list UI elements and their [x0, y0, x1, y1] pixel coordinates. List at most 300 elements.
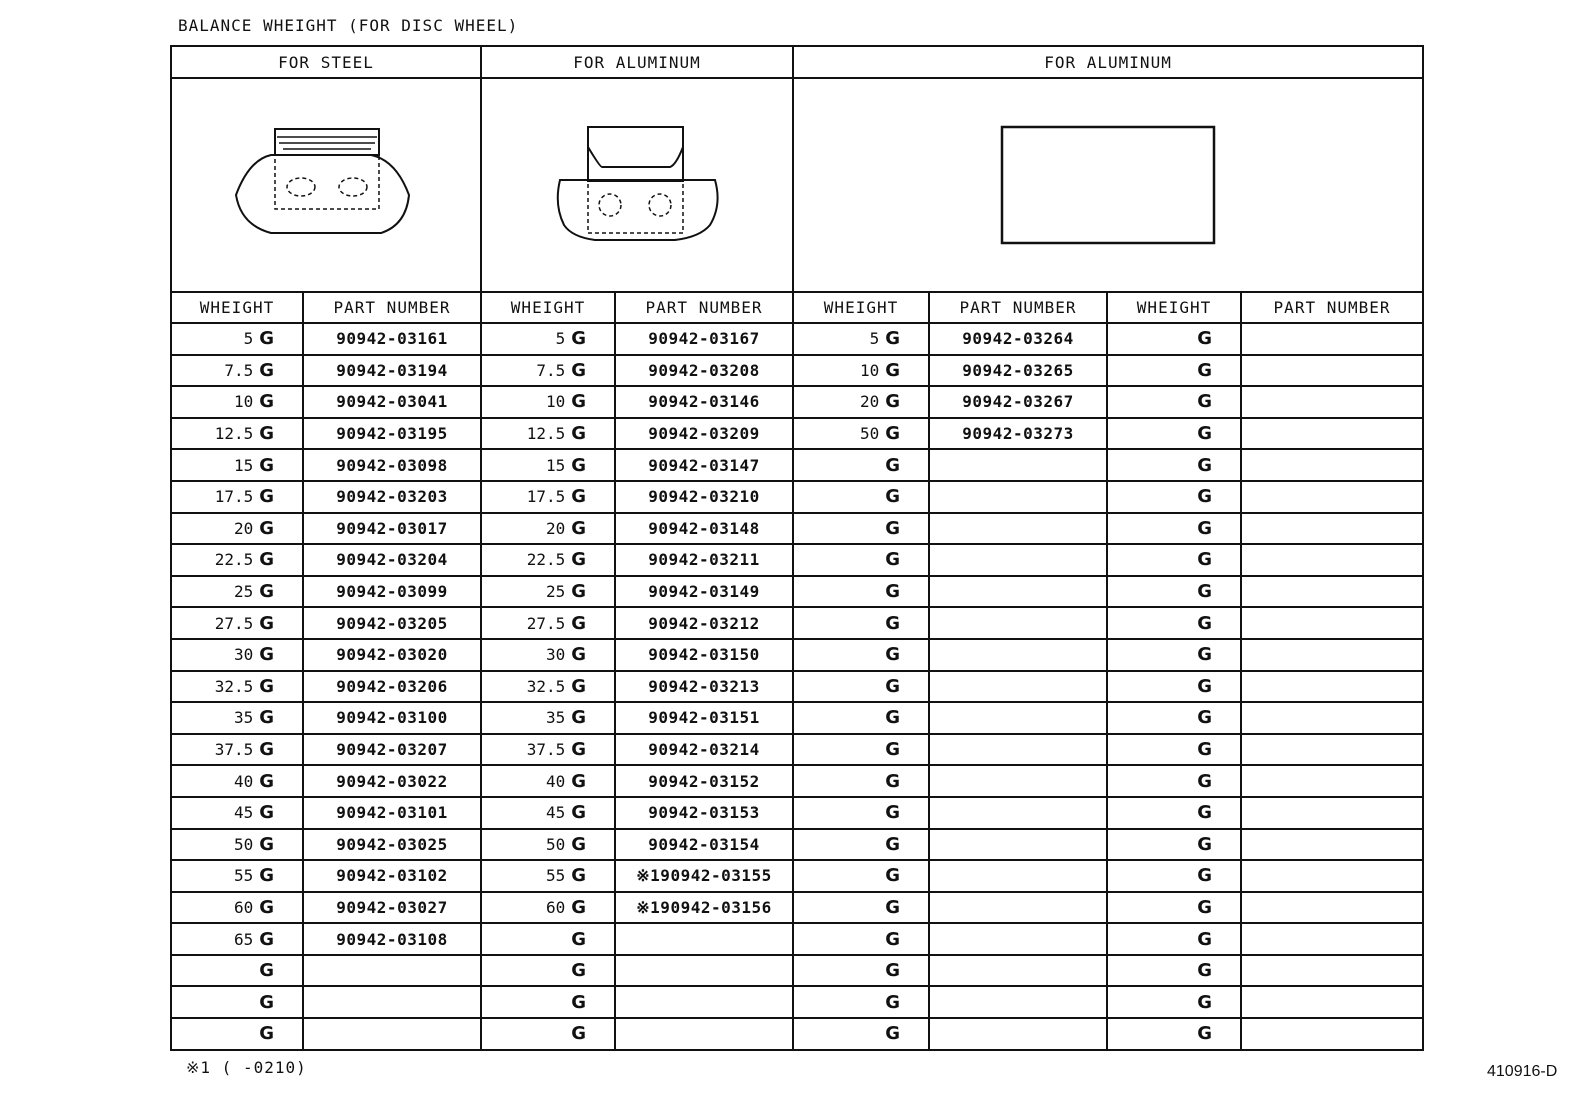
weight-cell — [171, 355, 303, 387]
weight-cell — [481, 639, 615, 671]
part-number-cell: 90942-03264 — [929, 323, 1107, 355]
weight-cell — [481, 607, 615, 639]
weight-unit: G — [885, 896, 901, 918]
table-row — [171, 986, 1423, 1018]
weight-unit: G — [885, 707, 901, 729]
weight-unit: G — [571, 581, 587, 603]
weight-cell — [1107, 544, 1241, 576]
weight-cell — [793, 797, 929, 829]
weight-unit: G — [571, 486, 587, 508]
part-number-cell — [1241, 607, 1423, 639]
weight-cell — [481, 892, 615, 924]
weight-cell — [171, 955, 303, 987]
table-row — [171, 860, 1423, 892]
weight-cell — [1107, 860, 1241, 892]
weight-value: 65 — [233, 929, 254, 949]
part-number-cell: 90942-03194 — [303, 355, 481, 387]
part-number-cell: 90942-03153 — [615, 797, 793, 829]
weight-value: 60 — [233, 897, 254, 917]
weight-unit: G — [259, 612, 274, 634]
weight-unit: G — [1197, 423, 1213, 445]
weight-cell — [171, 734, 303, 766]
balance-weight-table — [170, 45, 1424, 1051]
weight-cell — [171, 892, 303, 924]
part-number-cell: 90942-03100 — [303, 702, 481, 734]
part-number-cell: 90942-03017 — [303, 513, 481, 545]
weight-cell — [1107, 797, 1241, 829]
part-number-cell — [615, 1018, 793, 1050]
weight-cell — [481, 829, 615, 861]
weight-unit: G — [885, 391, 901, 413]
part-number-cell — [1241, 986, 1423, 1018]
weight-unit: G — [1197, 517, 1213, 539]
weight-cell — [793, 829, 929, 861]
part-number-cell: 90942-03209 — [615, 418, 793, 450]
weight-cell — [1107, 923, 1241, 955]
weight-unit: G — [259, 991, 274, 1013]
weight-unit: G — [259, 707, 274, 729]
weight-unit: G — [1197, 1023, 1213, 1045]
weight-unit: G — [885, 454, 901, 476]
weight-unit: G — [1197, 802, 1213, 824]
weight-cell — [793, 765, 929, 797]
part-number-cell: 90942-03146 — [615, 386, 793, 418]
weight-cell — [793, 418, 929, 450]
weight-value: 45 — [545, 803, 566, 823]
weight-value: 10 — [545, 392, 566, 412]
weight-value: 27.5 — [526, 613, 566, 633]
part-number-cell: 90942-03152 — [615, 765, 793, 797]
weight-unit: G — [571, 612, 587, 634]
table-row — [171, 955, 1423, 987]
weight-unit: G — [259, 833, 274, 855]
weight-cell — [481, 734, 615, 766]
weight-value: 45 — [233, 803, 254, 823]
weight-cell — [1107, 955, 1241, 987]
weight-unit: G — [571, 802, 587, 824]
part-number-cell — [929, 481, 1107, 513]
weight-unit: G — [1197, 644, 1213, 666]
part-number-cell: 90942-03213 — [615, 671, 793, 703]
weight-unit: G — [885, 359, 901, 381]
part-number-cell: ※190942-03156 — [615, 892, 793, 924]
part-number-cell — [1241, 923, 1423, 955]
weight-unit: G — [1197, 612, 1213, 634]
weight-cell — [793, 986, 929, 1018]
weight-cell — [793, 576, 929, 608]
aluminum-weight-illustration — [481, 78, 793, 292]
weight-unit: G — [1197, 991, 1213, 1013]
weight-value: 15 — [233, 455, 254, 475]
weight-cell — [481, 544, 615, 576]
weight-unit: G — [571, 328, 587, 350]
weight-cell — [793, 481, 929, 513]
weight-cell — [481, 355, 615, 387]
weight-unit: G — [259, 865, 274, 887]
part-number-cell — [1241, 386, 1423, 418]
table-row — [171, 923, 1423, 955]
part-number-cell: 90942-03041 — [303, 386, 481, 418]
part-number-cell — [1241, 355, 1423, 387]
weight-value: 35 — [545, 708, 566, 728]
part-number-cell: 90942-03020 — [303, 639, 481, 671]
part-number-cell — [929, 671, 1107, 703]
part-number-cell — [929, 607, 1107, 639]
part-number-cell: 90942-03206 — [303, 671, 481, 703]
weight-cell — [171, 386, 303, 418]
weight-unit: G — [571, 739, 587, 761]
weight-value: 20 — [233, 518, 254, 538]
weight-cell — [481, 513, 615, 545]
col-header-part-number: PART NUMBER — [303, 292, 481, 323]
weight-unit: G — [259, 1023, 274, 1045]
weight-unit: G — [885, 960, 901, 982]
weight-cell — [481, 386, 615, 418]
part-number-cell: 90942-03149 — [615, 576, 793, 608]
table-row — [171, 765, 1423, 797]
weight-cell — [1107, 513, 1241, 545]
part-number-cell — [1241, 829, 1423, 861]
weight-cell — [171, 671, 303, 703]
weight-value: 55 — [545, 866, 566, 886]
weight-unit: G — [259, 549, 274, 571]
weight-value: 32.5 — [526, 676, 566, 696]
part-number-cell — [303, 1018, 481, 1050]
weight-unit: G — [885, 644, 901, 666]
weight-cell — [1107, 418, 1241, 450]
part-number-cell: 90942-03195 — [303, 418, 481, 450]
part-number-cell — [303, 955, 481, 987]
part-number-cell — [1241, 765, 1423, 797]
section-aluminum-header: FOR ALUMINUM — [481, 46, 793, 78]
col-header-part-number: PART NUMBER — [929, 292, 1107, 323]
part-number-cell: 90942-03154 — [615, 829, 793, 861]
weight-value: 15 — [545, 455, 566, 475]
part-number-cell: 90942-03267 — [929, 386, 1107, 418]
weight-unit: G — [259, 802, 274, 824]
weight-unit: G — [259, 739, 274, 761]
part-number-cell — [1241, 734, 1423, 766]
weight-unit: G — [259, 391, 274, 413]
part-number-cell — [1241, 576, 1423, 608]
weight-cell — [793, 323, 929, 355]
weight-unit: G — [259, 486, 274, 508]
part-number-cell: 90942-03147 — [615, 449, 793, 481]
weight-value: 37.5 — [214, 740, 254, 760]
weight-value: 22.5 — [526, 550, 566, 570]
weight-unit: G — [1197, 739, 1213, 761]
weight-unit: G — [1197, 960, 1213, 982]
weight-unit: G — [571, 1023, 587, 1045]
weight-cell — [171, 449, 303, 481]
weight-cell — [171, 923, 303, 955]
table-row — [171, 323, 1423, 355]
part-number-cell — [929, 829, 1107, 861]
weight-cell — [171, 765, 303, 797]
table-row — [171, 449, 1423, 481]
weight-value: 50 — [233, 834, 254, 854]
part-number-cell — [929, 639, 1107, 671]
col-header-weight: WHEIGHT — [793, 292, 929, 323]
weight-unit: G — [571, 991, 587, 1013]
part-number-cell: 90942-03101 — [303, 797, 481, 829]
table-row — [171, 481, 1423, 513]
weight-unit: G — [1197, 391, 1213, 413]
part-number-cell: 90942-03025 — [303, 829, 481, 861]
table-row — [171, 797, 1423, 829]
table-row — [171, 671, 1423, 703]
weight-cell — [481, 702, 615, 734]
weight-cell — [793, 449, 929, 481]
weight-unit: G — [885, 581, 901, 603]
weight-unit: G — [885, 991, 901, 1013]
part-number-cell — [1241, 544, 1423, 576]
part-number-cell: 90942-03208 — [615, 355, 793, 387]
part-number-cell — [615, 923, 793, 955]
part-number-cell: 90942-03099 — [303, 576, 481, 608]
part-number-cell: 90942-03207 — [303, 734, 481, 766]
weight-unit: G — [259, 328, 274, 350]
weight-unit: G — [1197, 486, 1213, 508]
weight-value: 5 — [869, 329, 880, 349]
weight-cell — [481, 765, 615, 797]
table-row — [171, 892, 1423, 924]
weight-unit: G — [885, 517, 901, 539]
weight-value: 5 — [555, 329, 566, 349]
weight-value: 7.5 — [536, 360, 566, 380]
weight-cell — [793, 923, 929, 955]
section-aluminum-tape-header: FOR ALUMINUM — [793, 46, 1423, 78]
weight-unit: G — [571, 833, 587, 855]
weight-cell — [171, 481, 303, 513]
part-number-cell: 90942-03161 — [303, 323, 481, 355]
document-title: BALANCE WHEIGHT (FOR DISC WHEEL) — [178, 16, 519, 35]
weight-cell — [793, 639, 929, 671]
part-number-cell — [929, 1018, 1107, 1050]
weight-unit: G — [1197, 928, 1213, 950]
footnote: ※1 ( -0210) — [186, 1058, 307, 1077]
part-number-cell — [1241, 955, 1423, 987]
weight-unit: G — [259, 928, 274, 950]
part-number-cell: 90942-03265 — [929, 355, 1107, 387]
weight-value: 50 — [859, 424, 880, 444]
part-number-cell — [929, 986, 1107, 1018]
weight-cell — [793, 355, 929, 387]
weight-unit: G — [885, 486, 901, 508]
weight-value: 7.5 — [224, 360, 254, 380]
weight-unit: G — [885, 770, 901, 792]
table-row — [171, 607, 1423, 639]
weight-unit: G — [885, 928, 901, 950]
weight-cell — [1107, 449, 1241, 481]
weight-cell — [171, 986, 303, 1018]
weight-cell — [793, 734, 929, 766]
weight-cell — [1107, 607, 1241, 639]
weight-cell — [171, 702, 303, 734]
weight-unit: G — [885, 802, 901, 824]
table-row — [171, 513, 1423, 545]
part-number-cell: 90942-03027 — [303, 892, 481, 924]
weight-value: 17.5 — [214, 487, 254, 507]
weight-unit: G — [571, 865, 587, 887]
weight-unit: G — [885, 423, 901, 445]
weight-cell — [171, 797, 303, 829]
weight-unit: G — [259, 517, 274, 539]
weight-cell — [171, 513, 303, 545]
part-number-cell: 90942-03203 — [303, 481, 481, 513]
weight-value: 10 — [233, 392, 254, 412]
weight-unit: G — [571, 707, 587, 729]
weight-cell — [793, 892, 929, 924]
part-number-cell: 90942-03204 — [303, 544, 481, 576]
part-number-cell — [1241, 323, 1423, 355]
part-number-cell: 90942-03022 — [303, 765, 481, 797]
weight-unit: G — [885, 1023, 901, 1045]
weight-cell — [171, 418, 303, 450]
weight-cell — [171, 544, 303, 576]
part-number-cell — [929, 955, 1107, 987]
weight-cell — [481, 671, 615, 703]
part-number-cell: 90942-03151 — [615, 702, 793, 734]
weight-cell — [171, 1018, 303, 1050]
weight-value: 40 — [545, 771, 566, 791]
weight-cell — [481, 576, 615, 608]
table-row — [171, 355, 1423, 387]
part-number-cell: 90942-03273 — [929, 418, 1107, 450]
weight-cell — [1107, 481, 1241, 513]
weight-cell — [481, 323, 615, 355]
weight-unit: G — [885, 675, 901, 697]
weight-cell — [1107, 639, 1241, 671]
part-number-cell — [1241, 418, 1423, 450]
part-number-cell — [929, 702, 1107, 734]
part-number-cell — [1241, 1018, 1423, 1050]
part-number-cell: 90942-03214 — [615, 734, 793, 766]
weight-cell — [1107, 892, 1241, 924]
aluminum-clip-weight-icon — [550, 125, 725, 245]
weight-cell — [793, 386, 929, 418]
weight-cell — [1107, 986, 1241, 1018]
part-number-cell: 90942-03211 — [615, 544, 793, 576]
part-number-cell — [1241, 481, 1423, 513]
weight-unit: G — [259, 896, 274, 918]
weight-unit: G — [259, 960, 274, 982]
weight-value: 10 — [859, 360, 880, 380]
part-number-cell: 90942-03108 — [303, 923, 481, 955]
part-number-cell — [303, 986, 481, 1018]
weight-cell — [1107, 386, 1241, 418]
part-number-cell — [929, 513, 1107, 545]
weight-cell — [793, 513, 929, 545]
part-number-cell — [929, 797, 1107, 829]
table-row — [171, 418, 1423, 450]
col-header-weight: WHEIGHT — [481, 292, 615, 323]
weight-cell — [171, 607, 303, 639]
weight-cell — [481, 1018, 615, 1050]
weight-cell — [793, 955, 929, 987]
part-number-cell — [1241, 671, 1423, 703]
weight-cell — [481, 860, 615, 892]
part-number-cell — [929, 734, 1107, 766]
weight-value: 22.5 — [214, 550, 254, 570]
adhesive-weight-icon — [1000, 125, 1216, 245]
weight-unit: G — [259, 423, 274, 445]
part-number-cell — [929, 892, 1107, 924]
col-header-part-number: PART NUMBER — [1241, 292, 1423, 323]
weight-value: 17.5 — [526, 487, 566, 507]
weight-unit: G — [571, 454, 587, 476]
weight-cell — [171, 860, 303, 892]
weight-unit: G — [885, 328, 901, 350]
part-number-cell — [929, 860, 1107, 892]
part-number-cell — [1241, 513, 1423, 545]
weight-cell — [1107, 671, 1241, 703]
weight-cell — [793, 860, 929, 892]
weight-unit: G — [1197, 328, 1213, 350]
part-number-cell — [1241, 639, 1423, 671]
weight-unit: G — [1197, 770, 1213, 792]
weight-cell — [481, 955, 615, 987]
weight-unit: G — [1197, 454, 1213, 476]
table-row — [171, 386, 1423, 418]
weight-value: 40 — [233, 771, 254, 791]
weight-cell — [793, 702, 929, 734]
weight-value: 12.5 — [526, 424, 566, 444]
part-number-cell: 90942-03205 — [303, 607, 481, 639]
part-number-cell — [929, 449, 1107, 481]
weight-unit: G — [1197, 833, 1213, 855]
weight-unit: G — [571, 359, 587, 381]
part-number-cell — [615, 986, 793, 1018]
weight-unit: G — [571, 960, 587, 982]
part-number-cell: 90942-03210 — [615, 481, 793, 513]
weight-value: 5 — [243, 329, 254, 349]
weight-cell — [793, 544, 929, 576]
weight-value: 50 — [545, 834, 566, 854]
aluminum-adhesive-weight-illustration — [793, 78, 1423, 292]
weight-cell — [793, 671, 929, 703]
table-row — [171, 576, 1423, 608]
weight-unit: G — [1197, 896, 1213, 918]
weight-cell — [1107, 734, 1241, 766]
weight-cell — [1107, 829, 1241, 861]
weight-unit: G — [571, 770, 587, 792]
table-row — [171, 702, 1423, 734]
steel-clip-weight-icon — [231, 125, 421, 245]
weight-value: 20 — [859, 392, 880, 412]
weight-unit: G — [1197, 549, 1213, 571]
weight-cell — [1107, 576, 1241, 608]
weight-unit: G — [571, 391, 587, 413]
weight-cell — [793, 1018, 929, 1050]
weight-value: 32.5 — [214, 676, 254, 696]
weight-cell — [1107, 702, 1241, 734]
weight-value: 55 — [233, 866, 254, 886]
weight-unit: G — [885, 612, 901, 634]
table-row — [171, 639, 1423, 671]
weight-unit: G — [885, 865, 901, 887]
part-number-cell — [929, 576, 1107, 608]
weight-unit: G — [1197, 865, 1213, 887]
weight-unit: G — [571, 549, 587, 571]
part-number-cell — [1241, 449, 1423, 481]
part-number-cell — [929, 765, 1107, 797]
weight-cell — [481, 986, 615, 1018]
col-header-weight: WHEIGHT — [171, 292, 303, 323]
part-number-cell: 90942-03167 — [615, 323, 793, 355]
weight-unit: G — [1197, 581, 1213, 603]
weight-unit: G — [259, 644, 274, 666]
